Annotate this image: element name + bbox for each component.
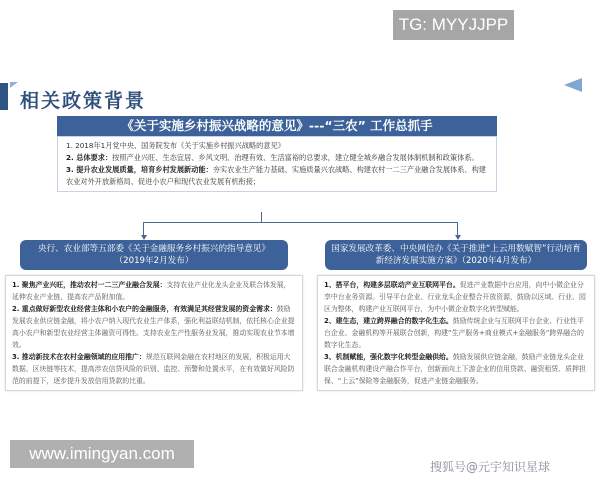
tg-badge: TG: MYYJJPP xyxy=(393,10,514,40)
site-url: www.imingyan.com xyxy=(10,440,194,468)
paper-plane-icon xyxy=(564,78,582,92)
left-item-1: 1. 聚焦产业兴旺，推动农村一二三产业融合发展：支持农业产业化龙头企业及联合体发展，延伸农业产业链，提高农产品附加值。 xyxy=(12,281,291,301)
connector-line xyxy=(143,222,458,223)
left-policy-name: 央行、农业部等五部委《关于金融服务乡村振兴的指导意见》 xyxy=(37,244,271,254)
header-triangle-icon xyxy=(10,82,18,88)
connector-line xyxy=(457,222,458,235)
watermark: 搜狐号@元宇知识星球 xyxy=(430,460,551,474)
right-item-2: 2、建生态，建立跨界融合的数字化生态。鼓励传统企业与互联网平台企业、行业性平台企业、金融机构等开展联合创新，构建“生产服务+商业模式+金融服务”跨界融合的数字化生态。 xyxy=(324,317,584,349)
left-policy-body xyxy=(5,275,303,391)
left-policy-column xyxy=(5,240,303,391)
header-accent-bar xyxy=(0,83,8,110)
connector-line xyxy=(143,222,144,235)
main-policy-body xyxy=(57,136,497,192)
left-policy-date: （2019年2月发布） xyxy=(114,256,194,266)
right-policy-column xyxy=(317,240,595,391)
left-item-3: 3. 推动新技术在农村金融领域的应用推广：规范互联网金融在农村地区的发展，积极运用大数据、区块链等技术，提高涉农信贷风险的识别、监控、预警和处置水平，在有效做好风险防范的前提下，逐步提升发放信用贷款的比重。 xyxy=(12,353,295,385)
right-policy-title: 国家发展改革委、中央网信办《关于推进“上云用数赋智”行动培育新经济发展实施方案》（2020年4月发布） xyxy=(325,240,587,270)
left-item-2: 2. 重点做好新型农业经营主体和小农户的金融服务，有效满足其经营发展的资金需求：鼓励发展农业供应链金融，将小农户纳入现代农业生产体系，强化利益联结机制，依托核心企业提高小农户和新型农业经营主体融资可得性。支持农业生产性服务业发展，推动实现农业节本增效。 xyxy=(12,305,295,349)
right-item-1: 1、搭平台，构建多层联动产业互联网平台。促进产业数据中台应用，向中小微企业分享中台业务资源。引导平台企业、行业龙头企业整合开放资源，鼓励以区域、行业、园区为整体，构建产业互联网平台，为中小微企业数字化转型赋能。 xyxy=(324,281,586,313)
main-item-3: 3. 提升农业发展质量，培育乡村发展新动能：夯实农业生产能力基础、实施质量兴农战略、构建农村一二三产业融合发展体系、构建农业对外开放新格局、促进小农户和现代农业发展有机衔接； xyxy=(66,165,486,186)
main-item-1: 1. 2018年1月党中央、国务院发布《关于实施乡村振兴战略的意见》 xyxy=(66,141,285,150)
main-item-2: 2. 总体要求：按照产业兴旺、生态宜居、乡风文明、治理有效、生活富裕的总要求，建立健全城乡融合发展体制机制和政策体系。 xyxy=(66,153,479,162)
right-item-3: 3、机制赋能，强化数字化转型金融供给。鼓励发展供应链金融，鼓励产业链龙头企业联合金融机构建设产融合作平台，创新面向上下游企业的信用贷款、融资租赁、质押担保、“上云”保险等金融服务，促进产业链金融服务。 xyxy=(324,353,586,385)
page-title: 相关政策背景 xyxy=(20,90,147,112)
connector-line xyxy=(261,212,262,222)
right-policy-body xyxy=(317,275,595,391)
left-policy-title xyxy=(20,240,288,270)
main-policy-title: 《关于实施乡村振兴战略的意见》---“三农” 工作总抓手 xyxy=(57,116,497,136)
